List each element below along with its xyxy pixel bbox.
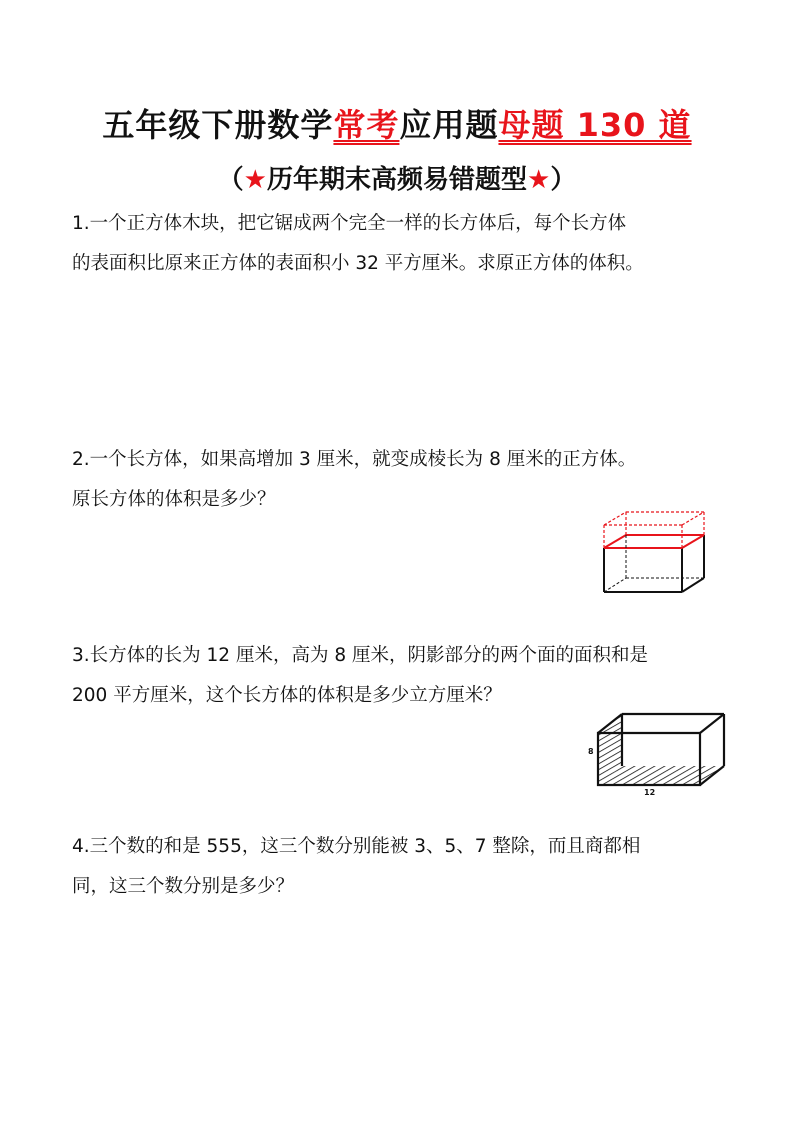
question-3: [72, 636, 732, 716]
title-part-frequent: 常考: [333, 106, 400, 144]
subtitle-close-paren: ）: [550, 165, 577, 195]
cuboid-extension-figure: [598, 508, 710, 596]
question-2-line-2: 原长方体的体积是多少？: [72, 489, 276, 510]
length-dimension-label: 12: [644, 788, 656, 797]
subtitle-text: 历年期末高频易错题型: [266, 165, 527, 195]
question-1: [72, 204, 732, 284]
question-3-line-1: 3.长方体的长为 12 厘米，高为 8 厘米，阴影部分的两个面的面积和是: [72, 645, 648, 666]
title-part-problems: 应用题: [399, 106, 499, 144]
star-icon-left: ★: [243, 165, 267, 195]
title-part-count: 母题 130 道: [498, 106, 692, 144]
question-2-line-1: 2.一个长方体，如果高增加 3 厘米，就变成棱长为 8 厘米的正方体。: [72, 449, 637, 470]
page-title: [0, 103, 794, 147]
question-3-line-2: 200 平方厘米，这个长方体的体积是多少立方厘米？: [72, 685, 502, 706]
question-1-line-1: 1.一个正方体木块，把它锯成两个完全一样的长方体后，每个长方体: [72, 213, 627, 234]
question-4-line-2: 同，这三个数分别是多少？: [72, 876, 295, 897]
shaded-cuboid-figure: [588, 706, 734, 796]
page-subtitle: [0, 162, 794, 198]
height-dimension-label: 8: [588, 747, 594, 756]
subtitle-open-paren: （: [217, 165, 244, 195]
title-part-grade: 五年级下册数学: [102, 106, 334, 144]
question-4-line-1: 4.三个数的和是 555，这三个数分别能被 3、5、7 整除，而且商都相: [72, 836, 641, 857]
question-4: [72, 827, 732, 907]
question-1-line-2: 的表面积比原来正方体的表面积小 32 平方厘米。求原正方体的体积。: [72, 253, 644, 274]
star-icon-right: ★: [527, 165, 551, 195]
